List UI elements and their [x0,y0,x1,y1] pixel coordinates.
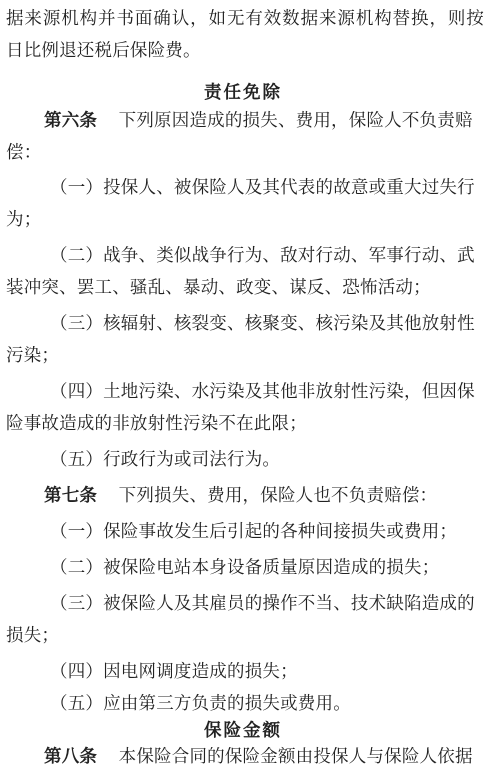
line-text: （一）保险事故发生后引起的各种间接损失或费用； [50,522,458,542]
line-text: （四）土地污染、水污染及其他非放射性污染，但因保 [50,382,475,402]
line-text: 本保险合同的保险金额由投保人与保险人依据 [118,747,473,767]
list-item-line [50,519,484,545]
list-item-line [6,207,484,233]
line-text: 损失； [6,626,60,646]
line-text: 装冲突、罢工、骚乱、暴动、政变、谋反、恐怖活动； [6,278,431,298]
line-text: （三）核辐射、核裂变、核聚变、核污染及其他放射性 [50,314,475,334]
section-heading [0,80,486,106]
list-item-line [50,591,484,617]
list-item-line [50,447,484,473]
article-number: 第六条 [44,111,98,131]
list-item-line [6,411,484,437]
article-line [44,108,484,134]
heading-text: 责任免除 [204,83,282,103]
article-line [44,744,484,770]
paragraph-line [6,140,484,166]
line-text: 险事故造成的非放射性污染不在此限； [6,414,307,434]
line-text: （二）战争、类似战争行为、敌对行动、军事行动、武 [50,246,475,266]
list-item-line [50,691,484,717]
line-text: （二）被保险电站本身设备质量原因造成的损失； [50,558,440,578]
list-item-line [6,343,484,369]
heading-text: 保险金额 [204,721,282,741]
line-text: 偿： [6,143,42,163]
line-text: 下列损失、费用，保险人也不负责赔偿： [118,486,438,506]
list-item-line [50,379,484,405]
article-number: 第八条 [44,747,98,767]
article-line [44,483,484,509]
line-text: （五）应由第三方负责的损失或费用。 [50,694,351,714]
paragraph-line [6,6,484,32]
list-item-line [6,275,484,301]
section-heading [0,718,486,744]
list-item-line [50,555,484,581]
line-text: （三）被保险人及其雇员的操作不当、技术缺陷造成的 [50,594,475,614]
line-text: （五）行政行为或司法行为。 [50,450,281,470]
list-item-line [50,659,484,685]
list-item-line [50,175,484,201]
line-text: （一）投保人、被保险人及其代表的故意或重大过失行 [50,178,475,198]
list-item-line [50,243,484,269]
line-text: （四）因电网调度造成的损失； [50,662,298,682]
line-text: 污染； [6,346,60,366]
paragraph-line [6,38,484,64]
line-text: 据来源机构并书面确认，如无有效数据来源机构替换，则按 [6,9,484,29]
line-text: 日比例退还税后保险费。 [6,41,201,61]
list-item-line [6,623,484,649]
list-item-line [50,311,484,337]
line-text: 为； [6,210,42,230]
line-text: 下列原因造成的损失、费用，保险人不负责赔 [118,111,473,131]
article-number: 第七条 [44,486,98,506]
